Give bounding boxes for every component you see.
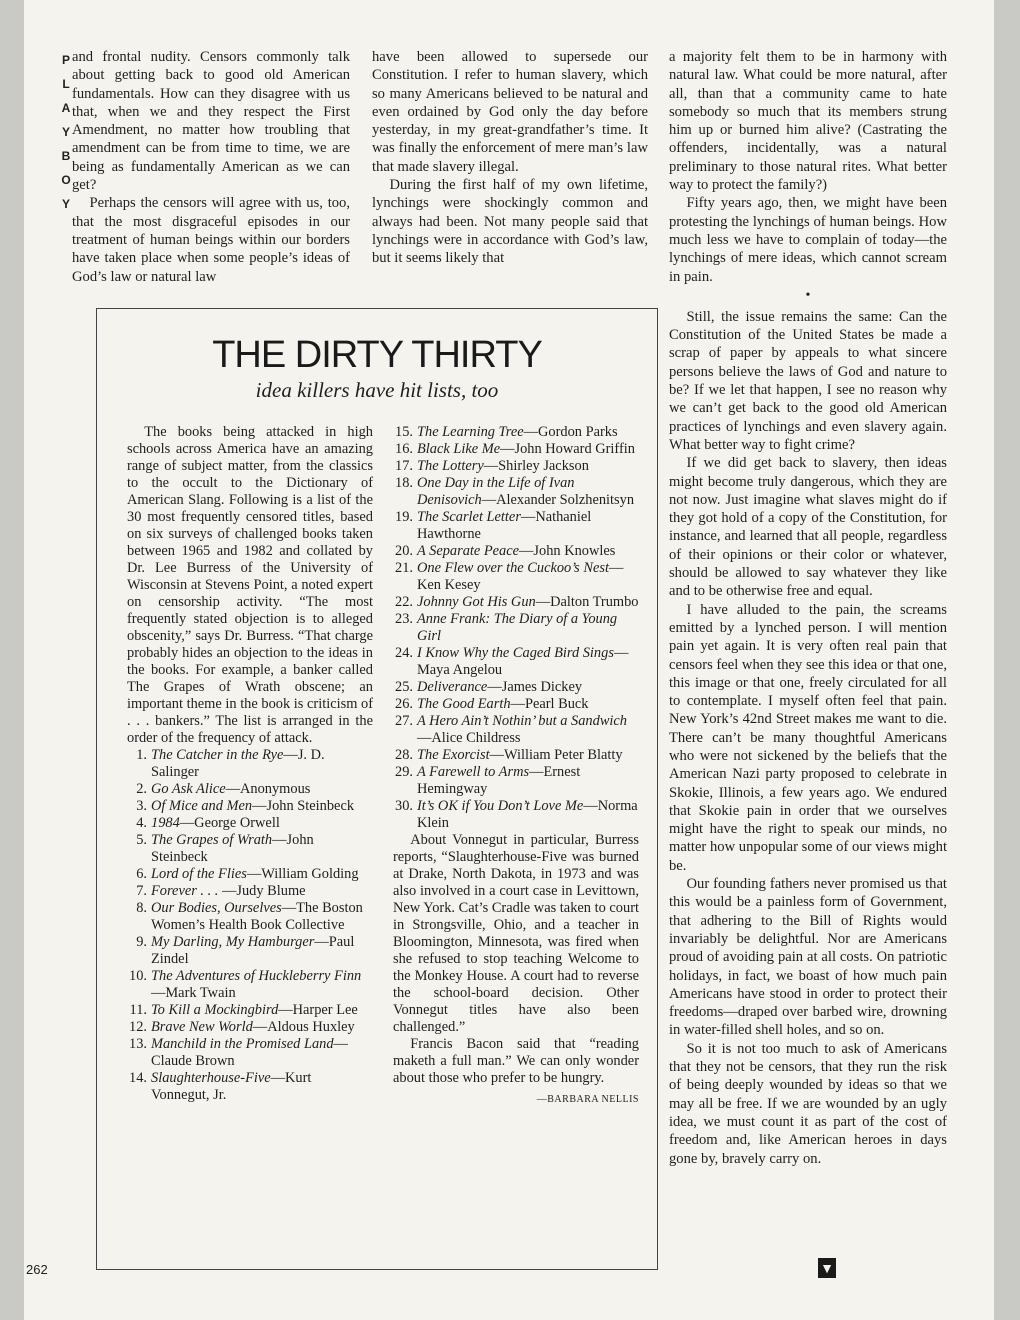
book-list-item bbox=[127, 832, 373, 866]
byline: —BARBARA NELLIS bbox=[536, 1094, 639, 1105]
book-number: 23. bbox=[395, 611, 413, 627]
book-number: 22. bbox=[395, 594, 413, 610]
book-list-item bbox=[127, 900, 373, 934]
book-author: John Knowles bbox=[533, 543, 616, 559]
book-list-item bbox=[393, 594, 639, 611]
book-title: Manchild in the Promised Land bbox=[151, 1036, 334, 1052]
book-list-item bbox=[393, 713, 639, 747]
book-author: James Dickey bbox=[501, 679, 583, 695]
book-title: The Catcher in the Rye bbox=[151, 747, 284, 763]
body-paragraph: Fifty years ago, then, we might have been protesting the lynchings of human beings. How much less we have to complain of today—the lynchings of mere ideas, which cannot scream in pain. bbox=[669, 195, 947, 285]
book-list-item bbox=[127, 747, 373, 781]
book-author: William Peter Blatty bbox=[504, 747, 623, 763]
sidebar-paragraph: About Vonnegut in particular, Burress reports, “Slaughterhouse-Five was burned at Drake, North Dakota, in 1973 and was also involved in a court case in Levittown, New York. Cat’s Cradle was taken to court in Strongsville, Ohio, and a teacher in Bloomington, Minnesota, was fired when she refused to stop teaching Welcome to the Monkey House. A court had to reverse the school-board decision. Other Vonnegut titles have also been challenged.” bbox=[393, 832, 639, 1035]
book-title: One Day in the Life of Ivan Denisovich bbox=[417, 475, 575, 508]
censored-books-list bbox=[127, 747, 373, 1104]
book-title: Johnny Got His Gun bbox=[417, 594, 536, 610]
book-author: J. D. Salinger bbox=[151, 747, 325, 780]
body-paragraph: and frontal nudity. Censors commonly talk about getting back to good old American fundamentals. How can they disagree with us that, when we and they respect the First Amendment, no matter how troubling that amendment can be from time to time, we are being as fundamentally American as we can get? bbox=[72, 49, 350, 194]
book-list-item bbox=[393, 509, 639, 543]
em-dash: — bbox=[417, 730, 432, 746]
em-dash: — bbox=[510, 696, 525, 712]
book-number: 20. bbox=[395, 543, 413, 559]
book-title: My Darling, My Hamburger bbox=[151, 934, 315, 950]
book-number: 16. bbox=[395, 441, 413, 457]
em-dash: — bbox=[281, 900, 297, 916]
book-title: It’s OK if You Don’t Love Me bbox=[417, 798, 584, 814]
book-list-item bbox=[393, 475, 639, 509]
book-author: Mark Twain bbox=[165, 985, 236, 1001]
book-author: Ernest Hemingway bbox=[417, 764, 581, 797]
book-number: 11. bbox=[129, 1002, 147, 1018]
sidebar-closing-text: Francis Bacon said that “reading maketh a full man.” We can only wonder about those who prefer to be hungry. bbox=[393, 1036, 639, 1086]
book-number: 15. bbox=[395, 424, 413, 440]
book-title: Brave New World bbox=[151, 1019, 253, 1035]
em-dash: — bbox=[252, 1019, 268, 1035]
column-2 bbox=[372, 48, 648, 268]
sidebar-subtitle: idea killers have hit lists, too bbox=[255, 378, 499, 402]
em-dash: — bbox=[283, 747, 298, 763]
book-list-item bbox=[127, 968, 373, 1002]
book-list-item bbox=[393, 679, 639, 696]
book-author: John Steinbeck bbox=[266, 798, 355, 814]
book-title: The Lottery bbox=[417, 458, 484, 474]
running-head-letter: B bbox=[61, 149, 71, 163]
book-number: 28. bbox=[395, 747, 413, 763]
section-break-bullet: • bbox=[805, 287, 811, 303]
book-list-item bbox=[127, 815, 373, 832]
book-author: John Steinbeck bbox=[151, 832, 314, 865]
book-number: 2. bbox=[136, 781, 147, 797]
book-title: Our Bodies, Ourselves bbox=[151, 900, 282, 916]
em-dash: — bbox=[222, 883, 237, 899]
book-number: 12. bbox=[129, 1019, 147, 1035]
book-title: Deliverance bbox=[417, 679, 488, 695]
em-dash: — bbox=[613, 645, 629, 661]
sidebar-title: THE DIRTY THIRTY bbox=[212, 334, 542, 376]
em-dash: — bbox=[252, 798, 267, 814]
book-list-item bbox=[127, 883, 373, 900]
book-list-item bbox=[127, 798, 373, 815]
book-number: 14. bbox=[129, 1070, 147, 1086]
book-author: George Orwell bbox=[194, 815, 280, 831]
column-3 bbox=[669, 48, 947, 1168]
book-title: A Farewell to Arms bbox=[417, 764, 530, 780]
em-dash: — bbox=[529, 764, 544, 780]
em-dash: — bbox=[487, 679, 502, 695]
book-title: Forever . . . bbox=[151, 883, 222, 899]
book-list-item bbox=[127, 866, 373, 883]
book-number: 18. bbox=[395, 475, 413, 491]
em-dash: — bbox=[179, 815, 195, 831]
book-author: Pearl Buck bbox=[524, 696, 589, 712]
book-number: 3. bbox=[136, 798, 147, 814]
book-author: Ken Kesey bbox=[417, 577, 481, 593]
book-title: Slaughterhouse-Five bbox=[151, 1070, 271, 1086]
em-dash: — bbox=[314, 934, 329, 950]
book-title: A Hero Ain’t Nothin’ but a Sandwich bbox=[417, 713, 627, 729]
dirty-thirty-sidebar bbox=[96, 308, 658, 1270]
em-dash: — bbox=[270, 1070, 286, 1086]
book-number: 30. bbox=[395, 798, 413, 814]
book-title: To Kill a Mockingbird bbox=[151, 1002, 279, 1018]
book-list-item bbox=[393, 696, 639, 713]
em-dash: — bbox=[333, 1036, 348, 1052]
sidebar-paragraph bbox=[393, 1036, 639, 1105]
book-number: 10. bbox=[129, 968, 147, 984]
body-paragraph: Perhaps the censors will agree with us, too, that the most disgraceful episodes in our treatment of human beings within our borders have taken place when some people’s ideas of God’s law or natural law bbox=[72, 195, 350, 285]
book-author: William Golding bbox=[261, 866, 359, 882]
em-dash: — bbox=[246, 866, 262, 882]
em-dash: — bbox=[278, 1002, 293, 1018]
book-number: 9. bbox=[136, 934, 147, 950]
book-author: Alice Childress bbox=[431, 730, 521, 746]
em-dash: — bbox=[523, 424, 538, 440]
body-paragraph: If we did get back to slavery, then ideas might become truly dangerous, which they are not now. Just imagine what slaves might do if they got hold of a copy of the Constitution, for instance, and learned that all people, regardless of their opinions or their color or whatever, should be allowed to say whatever they like and to be otherwise free and equal. bbox=[669, 455, 947, 600]
running-head-letter: L bbox=[62, 77, 70, 91]
column-1 bbox=[72, 48, 350, 286]
book-author: Alexander Solzhenitsyn bbox=[496, 492, 635, 508]
book-list-item bbox=[393, 441, 639, 458]
em-dash: — bbox=[583, 798, 598, 814]
running-head-letter: O bbox=[61, 173, 71, 187]
book-title: Of Mice and Men bbox=[151, 798, 253, 814]
book-list-item bbox=[393, 560, 639, 594]
em-dash: — bbox=[483, 458, 499, 474]
book-number: 1. bbox=[136, 747, 147, 763]
running-head-letter: Y bbox=[61, 125, 70, 139]
running-head-letter: Y bbox=[61, 197, 70, 211]
book-number: 7. bbox=[136, 883, 147, 899]
book-list-item bbox=[393, 764, 639, 798]
body-paragraph: I have alluded to the pain, the screams emitted by a lynched person. I will mention pain yet again. It is very often real pain that censors feel when they see this idea or that one, this image or that one, freely circulated for all to contemplate. I myself often feel that pain. New York’s 42nd Street makes me want to die. There can’t be many thoughtful Americans who were not sickened by the beliefs that the American Nazi party proposed to celebrate in Skokie, Illinois, a few years ago. We endured that Skokie pain in order that we ourselves might have the right to speak our minds, no matter how unpopular some of our views might be. bbox=[669, 601, 947, 874]
book-number: 27. bbox=[395, 713, 413, 729]
book-list-item bbox=[127, 934, 373, 968]
body-paragraph: Still, the issue remains the same: Can the Constitution of the United States be made a scrap of paper by appeals to what sincere persons believe the laws of God and nature to be? If we let that happen, I see no reason why we can’t get back to the good old American practices of lynchings and even slavery again. What better way to fight crime? bbox=[669, 308, 947, 453]
magazine-page bbox=[24, 0, 994, 1320]
book-number: 13. bbox=[129, 1036, 147, 1052]
book-title: A Separate Peace bbox=[417, 543, 520, 559]
book-list-item bbox=[393, 798, 639, 832]
book-author: John Howard Griffin bbox=[514, 441, 635, 457]
em-dash: — bbox=[520, 509, 536, 525]
book-title: 1984 bbox=[151, 815, 180, 831]
running-head-letter: A bbox=[61, 101, 71, 115]
book-author: Gordon Parks bbox=[538, 424, 618, 440]
body-paragraph: So it is not too much to ask of Americans that they not be censors, that they run the risk of being deeply wounded by ideas so that we may all be free. If we are wounded by an ugly idea, we must count it as part of the cost of freedom and, like American heroes in days gone by, bravely carry on. bbox=[669, 1040, 947, 1167]
em-dash: — bbox=[225, 781, 240, 797]
em-dash: — bbox=[519, 543, 534, 559]
em-dash: — bbox=[500, 441, 515, 457]
book-number: 21. bbox=[395, 560, 413, 576]
book-title: Black Like Me bbox=[417, 441, 501, 457]
book-author: Paul Zindel bbox=[151, 934, 355, 967]
book-author: Anonymous bbox=[240, 781, 311, 797]
book-author: Dalton Trumbo bbox=[550, 594, 639, 610]
censored-books-list bbox=[393, 424, 639, 832]
body-paragraph: Our founding fathers never promised us that this would be a painless form of Government, that adhering to the Bill of Rights would invariably be delightful. Nor are Americans proud of avoiding pain at all costs. On patriotic holidays, in fact, we boast of how much pain Americans have stood in order to protect their freedoms—draped over barbed wire, drowning in water-filled shell holes, and so on. bbox=[669, 876, 947, 1039]
book-list-item bbox=[393, 611, 639, 645]
sidebar-column-left bbox=[127, 424, 373, 1104]
body-paragraph: a majority felt them to be in harmony with natural law. What could be more natural, after all, than that a community came to hate somebody so much that its members strung him up or burned him alive? (Castrating the offenders, incidentally, was a natural preliminary to those natural rites. What better way to protect the family?) bbox=[669, 49, 947, 194]
em-dash: — bbox=[272, 832, 287, 848]
book-number: 24. bbox=[395, 645, 413, 661]
book-title: The Grapes of Wrath bbox=[151, 832, 273, 848]
book-title: Lord of the Flies bbox=[151, 866, 247, 882]
em-dash: — bbox=[481, 492, 497, 508]
sidebar-column-right bbox=[393, 424, 639, 1108]
book-title: I Know Why the Caged Bird Sings bbox=[417, 645, 614, 661]
book-title: The Exorcist bbox=[417, 747, 490, 763]
book-author: Harper Lee bbox=[292, 1002, 358, 1018]
book-list-item bbox=[393, 543, 639, 560]
book-list-item bbox=[393, 747, 639, 764]
book-title: The Learning Tree bbox=[417, 424, 524, 440]
em-dash: — bbox=[535, 594, 551, 610]
book-author: Nathaniel Hawthorne bbox=[417, 509, 592, 542]
book-title: The Scarlet Letter bbox=[417, 509, 521, 525]
em-dash: — bbox=[608, 560, 624, 576]
book-list-item bbox=[127, 781, 373, 798]
book-list-item bbox=[393, 424, 639, 441]
book-number: 8. bbox=[136, 900, 147, 916]
book-number: 5. bbox=[136, 832, 147, 848]
sidebar-intro: The books being attacked in high schools across America have an amazing range of subject matter, from the classics to the occult to the Dictionary of American Slang. Following is a list of the 30 most frequently censored titles, based on six surveys of challenged books taken between 1965 and 1982 and collated by Dr. Lee Burress of the University of Wisconsin at Stevens Point, a noted expert on censorship activity. “The most frequently stated objection is to alleged obscenity,” says Dr. Burress. “That charge probably hides an objection to the ideas in the books. For example, a banker called The Grapes of Wrath obscene; an important theme in the book is criticism of . . . bankers.” The list is arranged in the order of the frequency of attack. bbox=[127, 424, 373, 746]
book-list-item bbox=[393, 458, 639, 475]
book-author: Claude Brown bbox=[151, 1053, 235, 1069]
book-title: One Flew over the Cuckoo’s Nest bbox=[417, 560, 609, 576]
book-title: The Good Earth bbox=[417, 696, 511, 712]
body-paragraph: During the first half of my own lifetime, lynchings were shockingly common and always had been. Not many people said that lynchings were in accordance with God’s law, but it seems likely that bbox=[372, 177, 648, 267]
book-author: Maya Angelou bbox=[417, 662, 503, 678]
book-author: Kurt Vonnegut, Jr. bbox=[151, 1070, 312, 1103]
book-author: Judy Blume bbox=[236, 883, 306, 899]
em-dash: — bbox=[489, 747, 504, 763]
book-title: Go Ask Alice bbox=[151, 781, 226, 797]
book-number: 6. bbox=[136, 866, 147, 882]
book-title: The Adventures of Huckleberry Finn bbox=[151, 968, 362, 984]
book-list-item bbox=[127, 1070, 373, 1104]
running-head-letter: P bbox=[61, 53, 70, 67]
em-dash: — bbox=[151, 985, 166, 1001]
book-number: 26. bbox=[395, 696, 413, 712]
book-author: Shirley Jackson bbox=[498, 458, 589, 474]
book-list-item bbox=[393, 645, 639, 679]
book-number: 17. bbox=[395, 458, 413, 474]
book-list-item bbox=[127, 1036, 373, 1070]
book-author: Norma Klein bbox=[417, 798, 638, 831]
book-number: 19. bbox=[395, 509, 413, 525]
book-title: Anne Frank: The Diary of a Young Girl bbox=[417, 611, 618, 644]
page-number: 262 bbox=[26, 1262, 48, 1277]
rabbit-head-end-mark-icon: ▼ bbox=[818, 1258, 836, 1278]
book-author: Aldous Huxley bbox=[267, 1019, 355, 1035]
book-number: 25. bbox=[395, 679, 413, 695]
book-number: 4. bbox=[136, 815, 147, 831]
book-list-item bbox=[127, 1002, 373, 1019]
body-paragraph: have been allowed to supersede our Constitution. I refer to human slavery, which so many Americans believed to be natural and even ordained by God only the day before yesterday, in my great-grandfather’s time. It was finally the enforcement of mere man’s law that made slavery illegal. bbox=[372, 49, 648, 175]
book-list-item bbox=[127, 1019, 373, 1036]
book-number: 29. bbox=[395, 764, 413, 780]
book-author: The Boston Women’s Health Book Collective bbox=[151, 900, 363, 933]
